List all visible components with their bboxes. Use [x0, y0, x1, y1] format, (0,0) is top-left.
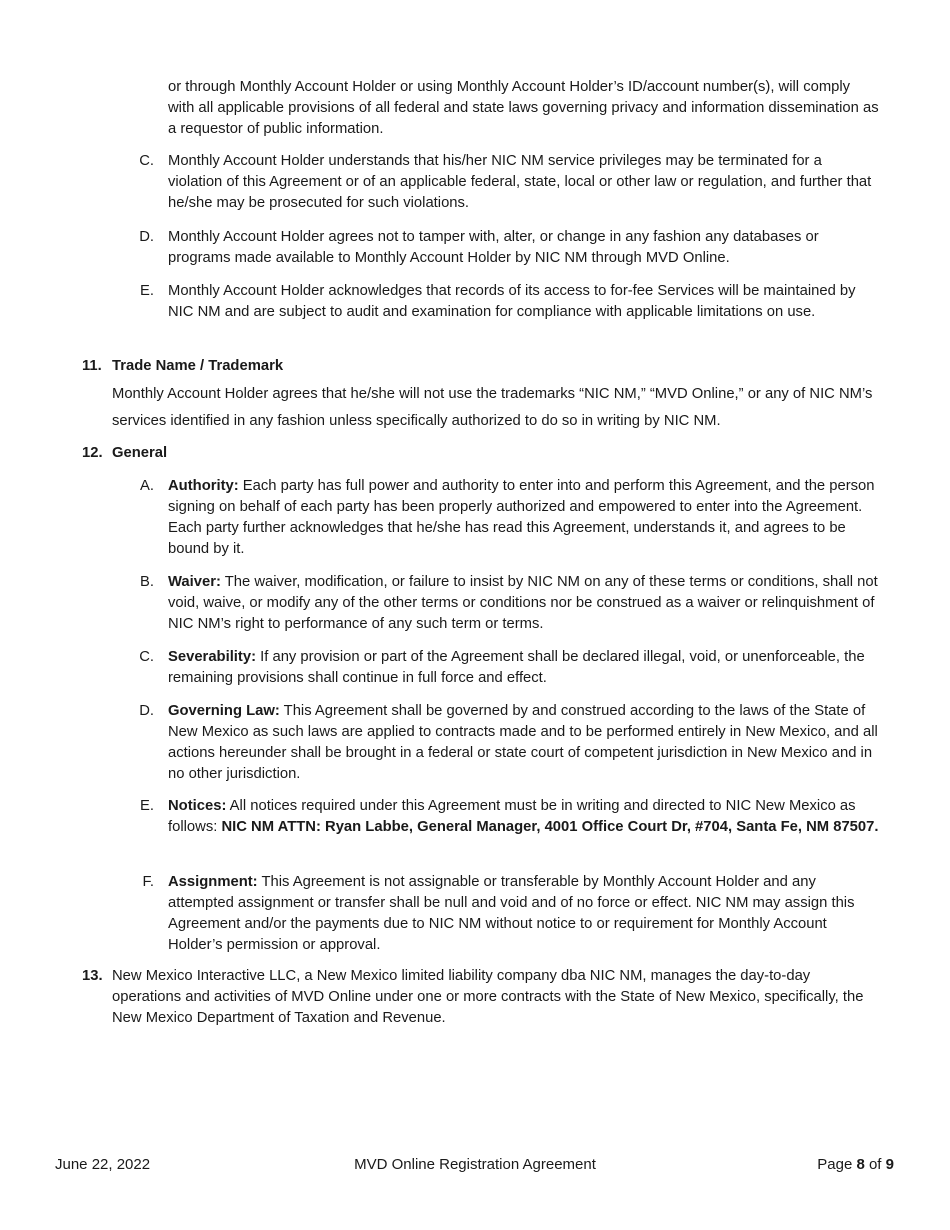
list-item-text: [168, 872, 880, 956]
section-body: New Mexico Interactive LLC, a New Mexico limited liability company dba NIC NM, manages the day-to-day operations and activities of MVD Online under one or more contracts with the State of New Mexico, specifically, the New Mexico Department of Taxation and Revenue.: [112, 968, 864, 1026]
list-item-text: [168, 572, 880, 635]
section-body: Monthly Account Holder agrees that he/she will not use the trademarks “NIC NM,” “MVD Online,” or any of NIC NM’s services identified in any fashion unless specifically authorized to do so in writing by NIC NM.: [112, 386, 873, 429]
list-item-letter: F.: [142, 874, 154, 890]
list-item-letter: C.: [139, 153, 154, 169]
list-item-letter: A.: [140, 478, 154, 494]
page-of: of: [864, 1156, 886, 1173]
clause-text: This Agreement is not assignable or transferable by Monthly Account Holder and any attempted assignment or transfer shall be null and void and of no force or effect. NIC NM may assign this Agreement and/or the payments due to NIC NM without notice to or requirement for Monthly Account Holder’s permission or approval.: [168, 874, 855, 953]
clause-text: The waiver, modification, or failure to insist by NIC NM on any of these terms or conditions, shall not void, waive, or modify any of the other terms or conditions nor be construed as a waiver or relinquishment of NIC NM’s right to performance of any such term or terms.: [168, 574, 878, 632]
list-item-letter: B.: [140, 574, 154, 590]
clause-label: Assignment:: [168, 874, 258, 890]
list-item-letter: D.: [139, 229, 154, 245]
list-item-text: [168, 647, 880, 689]
footer-page-number: [817, 1154, 894, 1175]
page-prefix: Page: [817, 1156, 857, 1173]
section-heading: Trade Name / Trademark: [112, 358, 284, 374]
clause-label: Waiver:: [168, 574, 221, 590]
footer-date: June 22, 2022: [55, 1156, 151, 1173]
clause-text: This Agreement shall be governed by and construed according to the laws of the State of New Mexico as such laws are applied to contracts made and to be performed entirely in New Mexico, and all actions hereunder shall be brought in a federal or state court of competent jurisdiction in New Mexico and in no other jurisdiction.: [168, 703, 878, 782]
list-item-text: Monthly Account Holder understands that his/her NIC NM service privileges may be terminated for a violation of this Agreement or of an applicable federal, state, local or other law or regulation, and further that he/she may be prosecuted for such violations.: [168, 153, 872, 211]
list-item-text: Monthly Account Holder acknowledges that records of its access to for-fee Services will be maintained by NIC NM and are subject to audit and examination for compliance with applicable limitations on use.: [168, 283, 856, 320]
section-heading: General: [112, 445, 168, 461]
list-item-letter: E.: [140, 798, 154, 814]
section-number: 13.: [82, 968, 103, 984]
footer-title: MVD Online Registration Agreement: [354, 1156, 596, 1173]
clause-text: If any provision or part of the Agreement shall be declared illegal, void, or unenforceable, the remaining provisions shall continue in full force and effect.: [168, 649, 865, 686]
list-item-text: [168, 701, 880, 785]
clause-label: Severability:: [168, 649, 257, 665]
section-number: 12.: [82, 445, 103, 461]
clause-label: Notices:: [168, 798, 227, 814]
page-total: 9: [885, 1156, 894, 1173]
clause-label: Governing Law:: [168, 703, 280, 719]
list-item-text: Monthly Account Holder agrees not to tamper with, alter, or change in any fashion any databases or programs made available to Monthly Account Holder by NIC NM through MVD Online.: [168, 229, 819, 266]
list-item-text: [168, 476, 880, 560]
clause-text: Each party has full power and authority to enter into and perform this Agreement, and the person signing on behalf of each party has been properly authorized and empowered to enter into the Agreement. Each party further acknowledges that he/she has read this Agreement, understands it, and agrees to be bound by it.: [168, 478, 875, 557]
clause-text: All notices required under this Agreement must be in writing and directed to NIC New Mexico as follows:: [168, 798, 856, 835]
list-item-letter: E.: [140, 283, 154, 299]
notice-address: NIC NM ATTN: Ryan Labbe, General Manager, 4001 Office Court Dr, #704, Santa Fe, NM 87507.: [221, 819, 879, 835]
clause-label: Authority:: [168, 478, 239, 494]
list-item-letter: D.: [139, 703, 154, 719]
continuation-paragraph: or through Monthly Account Holder or using Monthly Account Holder’s ID/account number(s), will comply with all applicable provisions of all federal and state laws governing privacy and information dissemination as a requestor of public information.: [168, 79, 879, 137]
list-item-text: [168, 796, 880, 838]
page-current: 8: [856, 1156, 865, 1173]
section-number: 11.: [82, 358, 102, 374]
list-item-letter: C.: [139, 649, 154, 665]
